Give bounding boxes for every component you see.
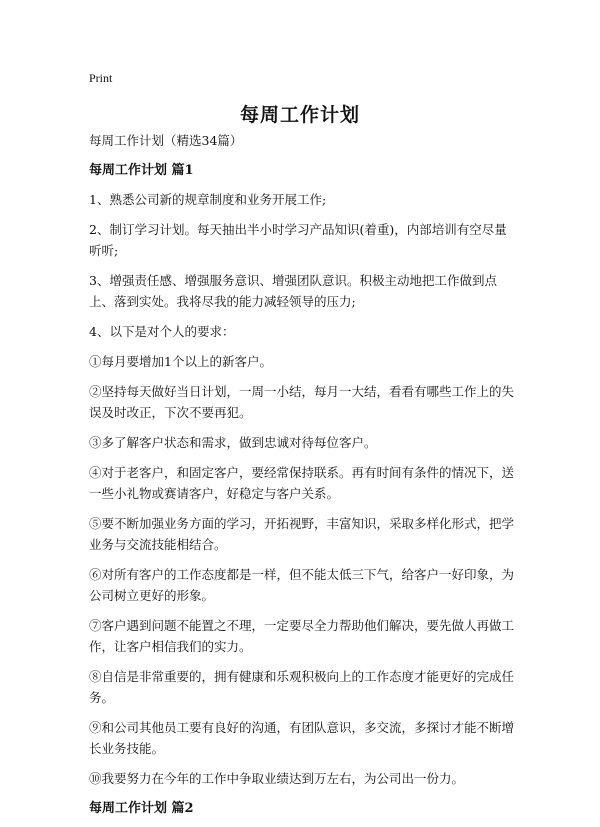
paragraph: ⑨和公司其他员工要有良好的沟通，有团队意识，多交流，多探讨才能不断增长业务技能。	[89, 720, 515, 756]
paragraph: ③多了解客户状态和需求，做到忠诚对待每位客户。	[89, 435, 377, 450]
paragraph: ⑤要不断加强业务方面的学习，开拓视野，丰富知识，采取多样化形式，把学业务与交流技能相结合。	[89, 516, 515, 552]
paragraph: ⑩我要努力在今年的工作中争取业绩达到万左右，为公司出一份力。	[89, 771, 465, 786]
document-body	[89, 130, 519, 827]
section-heading-2: 每周工作计划 篇2	[89, 801, 194, 816]
paragraph: ①每月要增加1个以上的新客户。	[89, 354, 272, 369]
paragraph: ②坚持每天做好当日计划，一周一小结，每月一大结，看看有哪些工作上的失误及时改正，下次不要再犯。	[89, 384, 515, 420]
section-heading-1: 每周工作计划 篇1	[89, 163, 194, 178]
paragraph: 3、增强责任感、增强服务意识、增强团队意识。积极主动地把工作做到点上、落到实处。我将尽我的能力减轻领导的压力;	[89, 273, 497, 309]
print-label[interactable]: Print	[89, 71, 113, 85]
document-subtitle: 每周工作计划（精选34篇）	[89, 133, 243, 148]
paragraph: ④对于老客户，和固定客户，要经常保持联系。再有时间有条件的情况下，送一些小礼物或赛请客户，好稳定与客户关系。	[89, 465, 515, 501]
paragraph: ⑥对所有客户的工作态度都是一样，但不能太低三下气，给客户一好印象，为公司树立更好的形象。	[89, 567, 515, 603]
paragraph: 1、熟悉公司新的规章制度和业务开展工作;	[89, 192, 327, 207]
paragraph: 4、以下是对个人的要求：	[89, 324, 235, 339]
paragraph: ⑦客户遇到问题不能置之不理，一定要尽全力帮助他们解决，要先做人再做工作，让客户相信我们的实力。	[89, 618, 515, 654]
page-title: 每周工作计划	[239, 104, 360, 126]
paragraph: 2、制订学习计划。每天抽出半小时学习产品知识(着重)，内部培训有空尽量听听;	[89, 222, 507, 258]
paragraph: ⑧自信是非常重要的，拥有健康和乐观积极向上的工作态度才能更好的完成任务。	[89, 669, 515, 705]
